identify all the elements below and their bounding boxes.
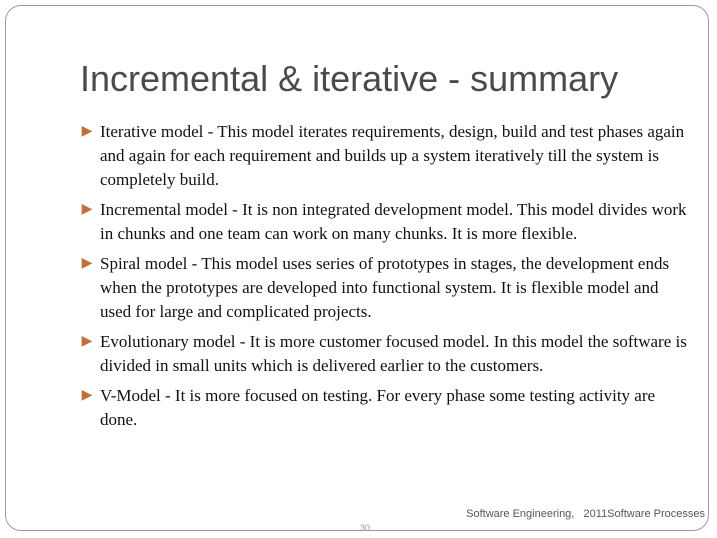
- bullet-text: Incremental model - It is non integrated development model. This model divides work in chunks and one team can work on many chunks. It is more flexible.: [100, 200, 687, 243]
- bullet-incremental: [78, 198, 688, 246]
- bullet-list: [78, 120, 688, 438]
- slide-title: Incremental & iterative - summary: [80, 58, 619, 99]
- bullet-text: Spiral model - This model uses series of prototypes in stages, the development ends when the prototypes are developed into functional system. It is flexible model and used for large and complicated projects.: [100, 254, 670, 321]
- bullet-arrow-icon: ▶: [81, 202, 93, 217]
- page-number: 30: [360, 523, 371, 533]
- bullet-arrow-icon: ▶: [81, 334, 93, 349]
- bullet-spiral: [78, 252, 688, 324]
- bullet-text: Evolutionary model - It is more customer focused model. In this model the software is divided in small units which is delivered earlier to the customers.: [100, 332, 687, 375]
- bullet-text: V-Model - It is more focused on testing. For every phase some testing activity are done.: [100, 386, 656, 429]
- bullet-arrow-icon: ▶: [81, 388, 93, 403]
- bullet-arrow-icon: ▶: [81, 124, 93, 139]
- bullet-arrow-icon: ▶: [81, 256, 93, 271]
- bullet-text: Iterative model - This model iterates requirements, design, build and test phases again and again for each requirement and builds up a system iteratively till the system is completely build.: [100, 122, 685, 189]
- slide-footer: Software Engineering, 2011Software Processes: [466, 508, 705, 520]
- bullet-evolutionary: [78, 330, 688, 378]
- bullet-v-model: [78, 384, 688, 432]
- bullet-iterative: [78, 120, 688, 192]
